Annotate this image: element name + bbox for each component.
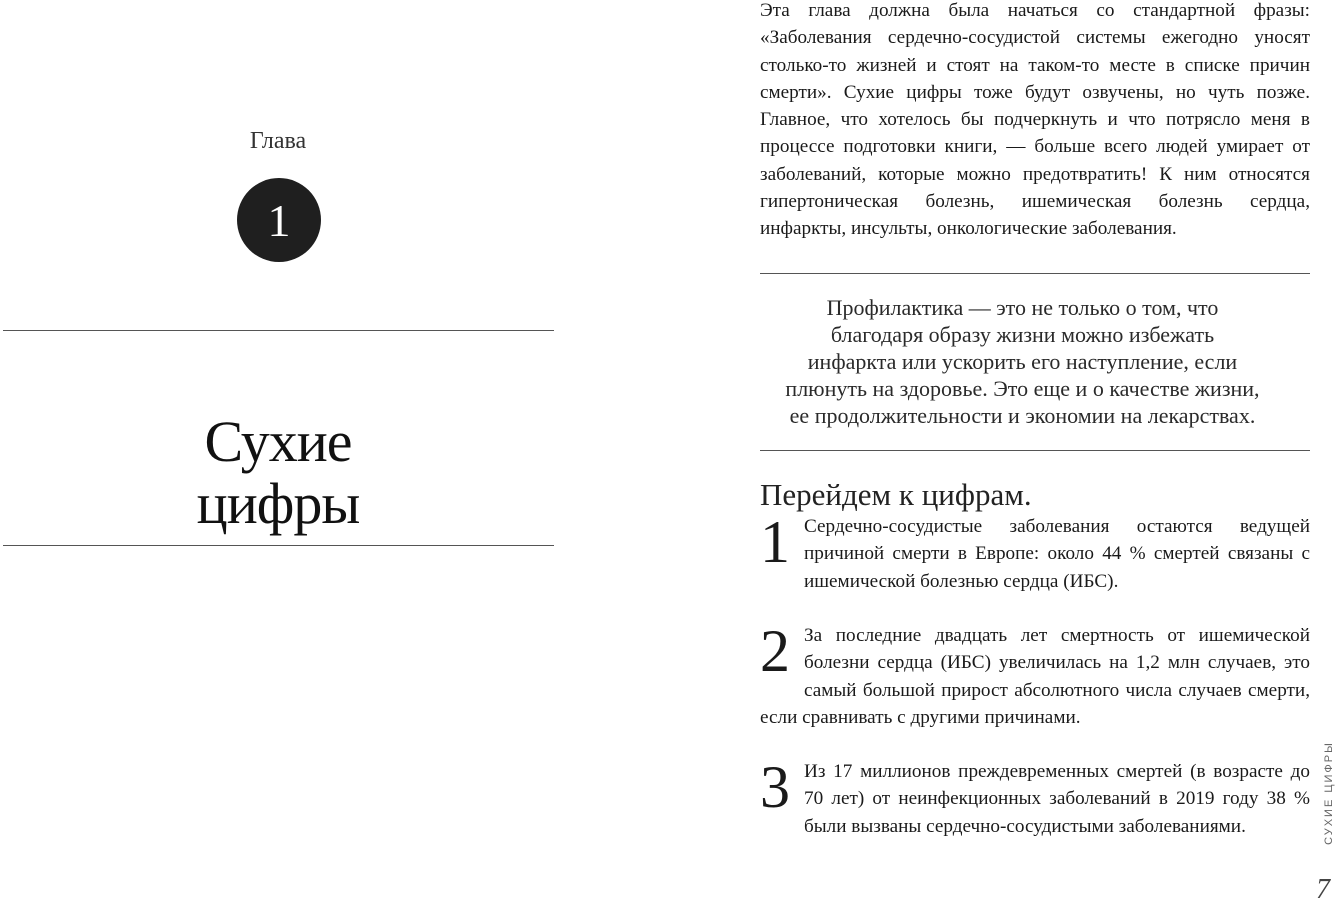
divider xyxy=(760,450,1310,451)
chapter-title xyxy=(0,408,556,536)
running-head-text: СУХИЕ ЦИФРЫ xyxy=(1323,741,1335,845)
quote-line: ее продолжительности и экономии на лекарствах. xyxy=(789,403,1256,428)
fact-number: 3 xyxy=(760,754,790,820)
quote-line: инфаркта или ускорить его наступление, если xyxy=(807,349,1238,374)
chapter-title-line: Сухие xyxy=(204,408,352,474)
divider xyxy=(3,330,554,331)
fact-number: 2 xyxy=(760,618,790,684)
fact-item xyxy=(760,618,1310,731)
fact-item xyxy=(760,509,1310,595)
chapter-title-line: цифры xyxy=(196,470,360,536)
fact-item xyxy=(760,754,1310,840)
running-head xyxy=(1319,738,1339,848)
fact-text: Сердечно-сосудистые заболевания остаются ведущей причиной смерти в Европе: около 44 % смертей связаны с ишемической болезнью сердца (ИБС). xyxy=(804,516,1310,592)
intro-paragraph: Эта глава должна была начаться со стандартной фразы: «Заболевания сердечно-сосудистой системы ежегодно уносят столько-то жизней и стоят на таком-то месте в списке причин смерти». Сухие цифры тоже будут озвучены, но чуть позже. Главное, что хотелось бы подчеркнуть и что потрясло меня в процессе подготовки книги, — больше всего людей умирает от заболеваний, которые можно предотвратить! К ним относятся гипертоническая болезнь, ишемическая болезнь сердца, инфаркты, инсульты, онкологические заболевания. xyxy=(760,0,1310,240)
fact-number: 1 xyxy=(760,509,790,575)
section-heading: Перейдем к цифрам. xyxy=(760,477,1032,512)
quote-line: благодаря образу жизни можно избежать xyxy=(830,322,1215,347)
page-number: 7 xyxy=(1316,874,1330,905)
quote-line: Профилактика — это не только о том, что xyxy=(826,295,1219,320)
left-page xyxy=(0,0,560,905)
quote-line: плюнуть на здоровье. Это еще и о качестве жизни, xyxy=(785,376,1260,401)
chapter-number: 1 xyxy=(267,194,291,246)
fact-text: За последние двадцать лет смертность от ишемической болезни сердца (ИБС) увеличилась на 1,2 млн случаев, это самый большой прирост абсолютного числа случаев смерти, если сравнивать с другими причинами. xyxy=(760,625,1310,728)
divider xyxy=(760,273,1310,274)
pull-quote xyxy=(760,294,1285,429)
chapter-number-badge xyxy=(237,178,321,262)
divider xyxy=(3,545,554,546)
fact-text: Из 17 миллионов преждевременных смертей (в возрасте до 70 лет) от неинфекционных заболеваний в 2019 году 38 % были вызваны сердечно-сосудистыми заболеваниями. xyxy=(804,761,1310,837)
chapter-label: Глава xyxy=(249,128,307,154)
